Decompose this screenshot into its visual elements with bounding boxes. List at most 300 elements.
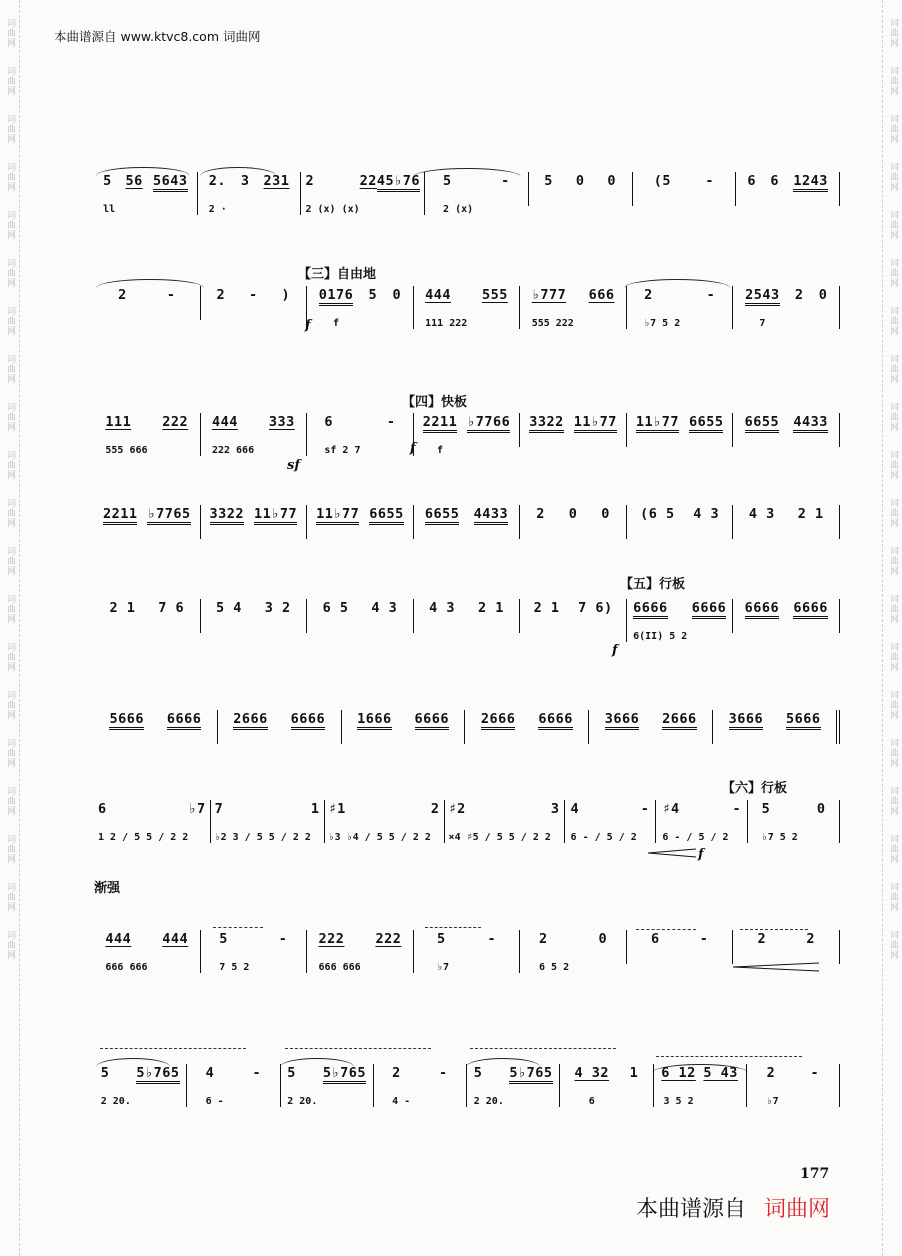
lower-part-notes: 666 666 [105,962,148,973]
note-column [377,172,420,215]
lower-part-notes: ×4 ♯5 / 5 5 / 2 2 [448,832,551,843]
watermark-glyphs: 词曲网 [888,690,898,720]
note-column [305,172,359,215]
measure [732,599,840,633]
note-group: 5♭765 [136,1065,179,1084]
lower-part-notes: 6 [588,1096,595,1107]
note-column [551,800,560,843]
watermark-glyphs: 词曲网 [888,546,898,576]
watermark-glyphs: 词曲网 [888,594,898,624]
lower-part-notes: 6 - / 5 / 2 [570,832,637,843]
measure [712,710,840,744]
note-group: - [438,1065,448,1081]
note-column [571,800,637,843]
note-column [98,800,188,843]
footer-brand [636,1192,830,1223]
note-group: 6666 [692,600,727,619]
score-system [94,505,840,539]
watermark-glyphs: 词曲网 [888,306,898,336]
lower-part-notes: ♭7 5 2 [644,318,681,329]
note-group: - [249,287,258,303]
note-group: 2 [766,1065,776,1081]
watermark-glyphs: 词曲网 [5,690,15,720]
note-group: - [166,287,176,303]
note-group: 2 1 [109,600,136,616]
note-column [793,599,828,633]
note-column [747,172,756,206]
note-column [536,505,545,539]
section-label-5: 【五】行板 [620,577,686,592]
footer-brand-left: 本曲谱源自 [636,1197,747,1222]
note-column [729,710,764,744]
note-column [103,505,138,539]
note-group: 4433 [793,414,828,433]
note-column [474,1064,504,1107]
note-group: 444 [105,931,132,947]
note-column [109,710,144,744]
note-column [101,1064,131,1107]
note-group: - [386,414,396,430]
note-group: 5♭765 [323,1065,366,1084]
note-group: 555 [482,287,508,303]
note-column [425,505,460,539]
dynamic-forte-3: f [612,643,618,658]
note-group: 2211 [103,506,138,525]
note-column [425,286,467,329]
measure [200,599,307,633]
lower-part-notes: 2 20. [100,1096,131,1107]
measure [632,172,736,206]
watermark-glyphs: 词曲网 [5,18,15,48]
watermark-glyphs: 词曲网 [5,498,15,528]
watermark-glyphs: 词曲网 [5,642,15,672]
lower-part-notes: 222 666 [211,445,255,456]
note-column [538,710,573,744]
note-group: ♭7766 [467,414,510,433]
note-group: 6666 [415,711,450,730]
note-column [360,172,377,215]
note-column [167,286,176,320]
note-group: 1666 [357,711,392,730]
note-column [437,930,449,973]
note-column [279,930,288,973]
note-column [806,930,815,964]
note-group: (6 5 [640,506,675,522]
page-number: 177 [800,1166,830,1182]
footer-brand-right: 词曲网 [764,1197,831,1222]
note-column [217,286,226,320]
note-column [481,710,516,744]
lower-part-notes: ♭7 [766,1096,779,1107]
note-column [605,710,640,744]
watermark-glyphs: 词曲网 [888,162,898,192]
note-column [206,1064,224,1107]
crescendo-hairpin-1 [648,848,696,858]
lower-part-notes: ♭2 3 / 5 5 / 2 2 [214,832,311,843]
note-group: 4 3 [693,506,720,522]
measure [519,505,626,539]
note-group: 6 [650,931,660,947]
note-group: 2 [794,287,804,303]
measure [413,413,520,456]
note-group: - [706,287,716,303]
note-group: - [278,931,288,947]
watermark-glyphs: 词曲网 [5,114,15,144]
note-column [749,505,775,539]
note-column [482,286,508,329]
dynamic-forte-4: f [698,847,704,862]
note-column [241,172,250,215]
note-column [467,413,510,456]
watermark-glyphs: 词曲网 [888,114,898,144]
watermark-glyphs: 词曲网 [5,162,15,192]
note-column [529,413,564,447]
note-group: 444 [162,931,189,947]
watermark-glyphs: 词曲网 [5,594,15,624]
note-group: 2211 [423,414,458,433]
note-group: ♯2 [448,801,466,817]
note-column [793,172,828,206]
note-column [371,599,397,633]
note-column [569,505,578,539]
note-column [319,930,361,973]
note-column [118,286,127,320]
lower-part-notes: 555 666 [105,445,148,456]
sustain-line-5 [100,1048,246,1049]
note-column [291,710,326,744]
note-column [795,286,804,329]
note-column [689,413,724,447]
right-watermark-strip [882,0,902,1256]
score-system [94,800,840,843]
note-group: 0 [601,506,610,522]
note-group: 5 [761,801,771,817]
note-column [767,1064,779,1107]
note-group: 7 6) [578,600,613,616]
note-column [233,710,268,744]
watermark-glyphs: 词曲网 [5,930,15,960]
note-column [534,599,560,633]
note-group: 2 1 [533,600,560,616]
note-group: 3666 [729,711,764,730]
note-column [478,599,504,633]
measure [519,286,626,329]
slur-8 [466,1058,540,1067]
note-column [745,413,780,447]
note-column [188,800,205,843]
measure [306,505,413,539]
note-column [487,930,496,973]
score-system [94,599,840,642]
note-group: 6655 [745,414,780,433]
note-column [210,505,245,539]
measure [197,172,301,215]
note-group: 5 43 [703,1065,738,1081]
note-column [578,599,613,633]
measure [306,599,413,633]
note-column [707,286,716,329]
note-column [501,172,510,215]
note-group: 2 [392,1065,401,1081]
note-column [212,413,254,456]
measure [626,286,733,329]
slur-2 [200,167,276,176]
lower-part-notes: f [436,445,443,456]
measure [746,1064,840,1107]
note-group: 6 [98,801,107,817]
note-group: 6666 [633,600,668,619]
watermark-glyphs: 词曲网 [888,66,898,96]
measure [200,505,307,539]
note-group: 222 [318,931,345,947]
watermark-glyphs: 词曲网 [888,450,898,480]
note-column [423,413,458,456]
watermark-glyphs: 词曲网 [888,642,898,672]
note-column [692,599,727,642]
measure [280,1064,373,1107]
lower-part-notes: ♭3 ♭4 / 5 5 / 2 2 [328,832,431,843]
watermark-glyphs: 词曲网 [888,882,898,912]
sustain-line-7 [470,1048,616,1049]
section-label-3: 【三】自由地 [298,267,377,282]
note-group: 56 [125,173,143,189]
note-group: 4 3 [748,506,775,522]
note-column [287,1064,317,1107]
note-group: 333 [268,414,295,430]
note-group: 3322 [529,414,564,433]
watermark-glyphs: 词曲网 [5,738,15,768]
watermark-glyphs: 词曲网 [5,786,15,816]
system-row [94,930,840,973]
watermark-glyphs: 词曲网 [888,498,898,528]
measure [732,286,840,329]
section-label-4: 【四】快板 [402,395,468,410]
note-column [798,505,824,539]
note-group: 3 [240,173,250,189]
note-column [662,800,728,843]
note-group: 6666 [745,600,780,619]
sustain-line-3 [636,929,696,930]
measure [413,599,520,633]
sustain-line-2 [425,927,481,928]
note-column [269,413,295,456]
note-group: 5 [544,173,553,189]
measure [373,1064,466,1107]
note-group: 2 [305,173,315,189]
note-group: 2 [644,287,653,303]
note-group: 6666 [291,711,326,730]
note-group: 1 [310,801,320,817]
note-column [575,1064,610,1107]
note-group: ♯4 [662,801,680,817]
note-group: 2 [757,931,767,947]
note-group: 6 [324,414,333,430]
slur-5 [624,279,730,288]
note-group: 222 [162,414,189,430]
measure [747,800,840,843]
note-column [415,710,450,744]
note-group: 0 [818,287,828,303]
note-column [817,800,826,843]
measure [735,172,840,206]
lower-part-notes: 7 [759,318,766,329]
note-group: 11♭77 [254,506,297,525]
note-column [252,1064,261,1107]
note-group: - [487,931,497,947]
note-column [770,172,779,206]
note-group: ♭7 [188,801,206,817]
note-group: 0 [598,931,608,947]
note-group: 5666 [109,711,144,730]
note-group: 444 [425,287,451,303]
score-system [94,172,840,215]
left-watermark-strip [0,0,20,1256]
watermark-glyphs: 词曲网 [888,18,898,48]
lower-part-notes: 4 - [392,1096,411,1107]
note-column [574,413,617,447]
measure [559,1064,652,1107]
note-group: 45♭76 [377,173,420,192]
measure [413,930,520,973]
lower-part-notes: ♭7 5 2 [761,832,798,843]
measure [626,599,733,642]
note-group: 6 [747,173,757,189]
note-column [282,286,291,320]
note-column [323,1064,366,1107]
note-column [576,172,585,206]
note-column [509,1064,552,1107]
note-group: 3322 [210,506,245,525]
watermark-glyphs: 词曲网 [5,546,15,576]
note-group: 0 [816,801,826,817]
measure [528,172,632,206]
note-group: 11♭77 [636,414,679,433]
note-column [103,172,115,215]
lower-part-notes: 666 666 [318,962,361,973]
note-group: - [699,931,709,947]
note-group: 5 [100,1065,110,1081]
lower-part-notes: f [333,318,340,329]
note-column [793,413,828,447]
system-row [94,599,840,642]
lower-part-notes: 6(II) 5 2 [633,631,688,642]
note-column [762,800,798,843]
watermark-glyphs: 词曲网 [888,786,898,816]
note-group: 5 [103,173,112,189]
watermark-glyphs: 词曲网 [5,450,15,480]
note-column [589,286,615,329]
note-group: ) [281,287,291,303]
note-group: 444 [211,414,238,430]
measure [424,172,528,215]
sustain-line-4 [740,929,808,930]
system-row [94,505,840,539]
lower-part-notes: sf 2 7 [324,445,361,456]
note-group: 231 [263,173,290,189]
note-group: 3 [550,801,560,817]
note-group: 4 32 [574,1065,610,1081]
note-column [216,599,242,633]
note-column [209,172,227,215]
note-column [136,1064,179,1107]
note-column [443,172,473,215]
lower-part-notes: 7 5 2 [219,962,250,973]
measure [94,172,197,215]
watermark-glyphs: 词曲网 [888,738,898,768]
measure [519,930,626,973]
note-column [607,172,616,206]
watermark-glyphs: 词曲网 [888,402,898,432]
measure [217,710,341,744]
system-row [94,710,840,744]
measure [464,710,588,744]
note-group: 5 [368,287,378,303]
note-column [532,286,574,329]
note-column [369,286,378,329]
slur-7 [280,1058,354,1067]
score-system [94,413,840,456]
note-column [693,505,719,539]
note-column [700,930,709,964]
note-group: 5 [473,1065,483,1081]
note-column [219,930,249,973]
measure [732,413,840,447]
note-group: 0176 [319,287,354,306]
note-column [125,172,142,215]
note-group: 6655 [425,506,460,525]
measure [94,930,200,973]
lower-part-notes: ll [103,204,116,215]
note-column [265,599,291,633]
note-column [544,172,553,206]
measure [324,800,444,843]
measure [413,286,520,329]
measure [200,413,307,456]
measure [306,930,413,973]
crescendo-mark: 渐强 [94,881,121,896]
watermark-glyphs: 词曲网 [888,930,898,960]
note-column [254,505,297,539]
score-system [94,286,840,329]
note-group: - [705,173,715,189]
lower-part-notes: 2 (x) [443,204,474,215]
note-group: ♯1 [328,801,346,817]
note-column [215,800,311,843]
note-group: 0 [392,287,402,303]
measure [588,710,712,744]
note-group: 2 [539,931,548,947]
measure [564,800,656,843]
note-column [758,930,767,964]
watermark-glyphs: 词曲网 [888,258,898,288]
note-group: 1243 [793,173,828,192]
note-column [745,286,780,329]
measure [519,599,626,633]
note-column [449,800,551,843]
note-group: 2543 [745,287,780,306]
measure [626,413,733,447]
measure [519,413,626,447]
measure [732,930,840,964]
note-column [431,800,440,843]
note-group: 4 [570,801,580,817]
note-column [316,505,359,539]
lower-part-notes: 2 · [208,204,227,215]
watermark-glyphs: 词曲网 [5,882,15,912]
section-label-6: 【六】行板 [722,781,788,796]
dynamic-forte-2: f [410,441,416,456]
note-group: ♭777 [531,287,567,303]
